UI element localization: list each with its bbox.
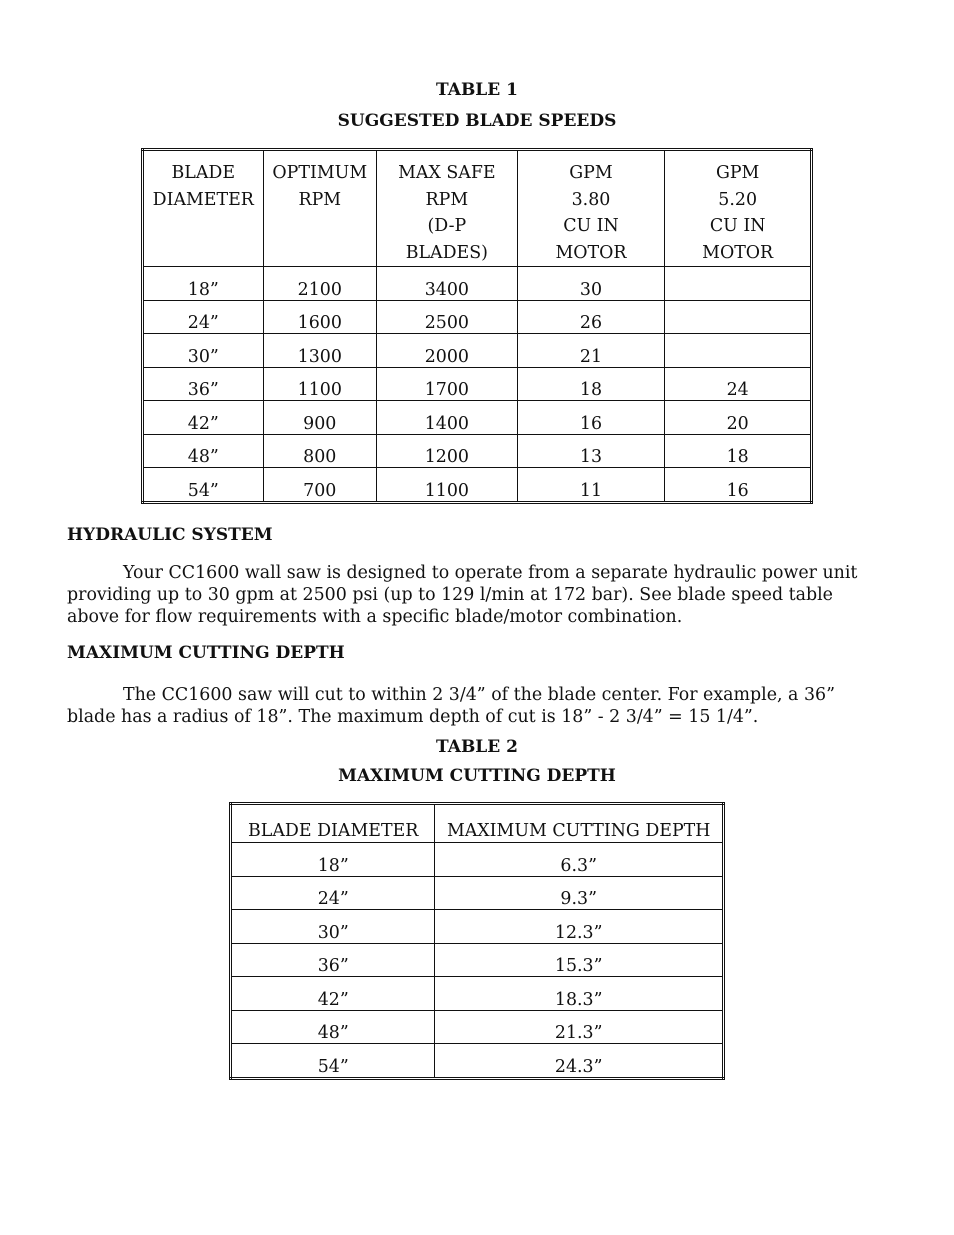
table-row	[231, 876, 724, 910]
header-line: GPM	[569, 163, 613, 183]
table-cell: 13	[517, 434, 665, 468]
table-cell: 900	[263, 401, 377, 435]
hydraulic-system-paragraph: Your CC1600 wall saw is designed to operate from a separate hydraulic power unit providing up to 30 gpm at 2500 psi (up to 129 l/min at 172 bar). See blade speed table above for flow requirements with a specific blade/motor combination.	[67, 563, 858, 627]
header-line: RPM	[425, 189, 469, 210]
table-cell: 18	[665, 434, 812, 468]
table-row	[143, 267, 812, 301]
table-cell: 16	[517, 401, 665, 435]
header-line: BLADE	[171, 163, 236, 183]
table2-number: TABLE 2	[436, 737, 518, 757]
header-line: CU IN	[563, 216, 619, 236]
table-header-cell	[143, 150, 264, 267]
table-cell: 18	[517, 367, 665, 401]
cutting-depth-paragraph: The CC1600 saw will cut to within 2 3/4” of the blade center. For example, a 36” blade has a radius of 18”. The maximum depth of cut is 18” - 2 3/4” = 15 1/4”.	[67, 685, 835, 727]
table-cell: 30”	[231, 910, 435, 944]
table-row	[143, 468, 812, 503]
cutting-depth-table	[229, 802, 725, 1080]
table-header-row	[143, 150, 812, 267]
table-header-cell: BLADE DIAMETER	[231, 804, 435, 843]
table-cell: 6.3”	[435, 843, 724, 877]
table-cell: 1300	[263, 334, 377, 368]
header-line: RPM	[298, 189, 342, 210]
table-cell: 9.3”	[435, 876, 724, 910]
table1-title: SUGGESTED BLADE SPEEDS	[337, 111, 617, 131]
table-row	[143, 401, 812, 435]
table-cell: 2500	[377, 300, 518, 334]
table-cell: 800	[263, 434, 377, 468]
table-cell: 18”	[231, 843, 435, 877]
table-cell: 3400	[377, 267, 518, 301]
header-line: MAX SAFE	[398, 163, 496, 183]
table-cell	[665, 334, 812, 368]
header-line: MOTOR	[555, 242, 627, 263]
table-cell: 36”	[231, 943, 435, 977]
table-cell: 1700	[377, 367, 518, 401]
table-cell: 11	[517, 468, 665, 503]
table-cell: 21.3”	[435, 1010, 724, 1044]
table-cell: 2000	[377, 334, 518, 368]
table1-number: TABLE 1	[436, 80, 518, 100]
table-cell: 54”	[143, 468, 264, 503]
table-header-cell	[377, 150, 518, 267]
table-row	[231, 1010, 724, 1044]
table-cell: 48”	[231, 1010, 435, 1044]
table-cell: 24.3”	[435, 1044, 724, 1079]
table-cell: 2100	[263, 267, 377, 301]
table-row	[143, 334, 812, 368]
header-line: CU IN	[709, 216, 766, 236]
header-line: BLADES)	[405, 242, 488, 263]
table-cell: 12.3”	[435, 910, 724, 944]
table-cell: 36”	[143, 367, 264, 401]
table-cell: 1100	[263, 367, 377, 401]
table-cell: 1200	[377, 434, 518, 468]
cutting-depth-heading: MAXIMUM CUTTING DEPTH	[67, 643, 345, 663]
table-cell: 30	[517, 267, 665, 301]
table2-title: MAXIMUM CUTTING DEPTH	[338, 766, 616, 786]
table-header-cell: MAXIMUM CUTTING DEPTH	[435, 804, 724, 843]
table-cell: 15.3”	[435, 943, 724, 977]
table-cell: 700	[263, 468, 377, 503]
table-row	[143, 367, 812, 401]
hydraulic-system-heading: HYDRAULIC SYSTEM	[67, 525, 273, 545]
table-cell: 1100	[377, 468, 518, 503]
table-row	[143, 434, 812, 468]
table-cell: 21	[517, 334, 665, 368]
table-cell: 30”	[143, 334, 264, 368]
header-line: OPTIMUM	[272, 163, 368, 183]
table-header-cell	[263, 150, 377, 267]
table-cell: 1600	[263, 300, 377, 334]
table-cell: 1400	[377, 401, 518, 435]
header-line: 3.80	[571, 189, 611, 210]
blade-speeds-table	[141, 148, 813, 504]
table-row	[143, 300, 812, 334]
table-header-cell	[665, 150, 812, 267]
table-cell: 24”	[231, 876, 435, 910]
header-line: GPM	[715, 163, 760, 183]
table-cell: 18.3”	[435, 977, 724, 1011]
table-row	[231, 843, 724, 877]
table-header-cell	[517, 150, 665, 267]
header-line: MOTOR	[702, 242, 774, 263]
table-header-row	[231, 804, 724, 843]
table-cell: 20	[665, 401, 812, 435]
table-row	[231, 910, 724, 944]
table-cell	[665, 300, 812, 334]
table-cell: 24”	[143, 300, 264, 334]
table-cell: 26	[517, 300, 665, 334]
table-cell: 16	[665, 468, 812, 503]
table-cell: 42”	[231, 977, 435, 1011]
table-cell	[665, 267, 812, 301]
header-line: 5.20	[718, 189, 758, 210]
header-line: DIAMETER	[152, 189, 254, 210]
table-cell: 48”	[143, 434, 264, 468]
table-row	[231, 977, 724, 1011]
table-row	[231, 1044, 724, 1079]
table-cell: 54”	[231, 1044, 435, 1079]
table-cell: 18”	[143, 267, 264, 301]
table-row	[231, 943, 724, 977]
table-cell: 24	[665, 367, 812, 401]
header-line: (D-P	[427, 216, 467, 236]
table-cell: 42”	[143, 401, 264, 435]
